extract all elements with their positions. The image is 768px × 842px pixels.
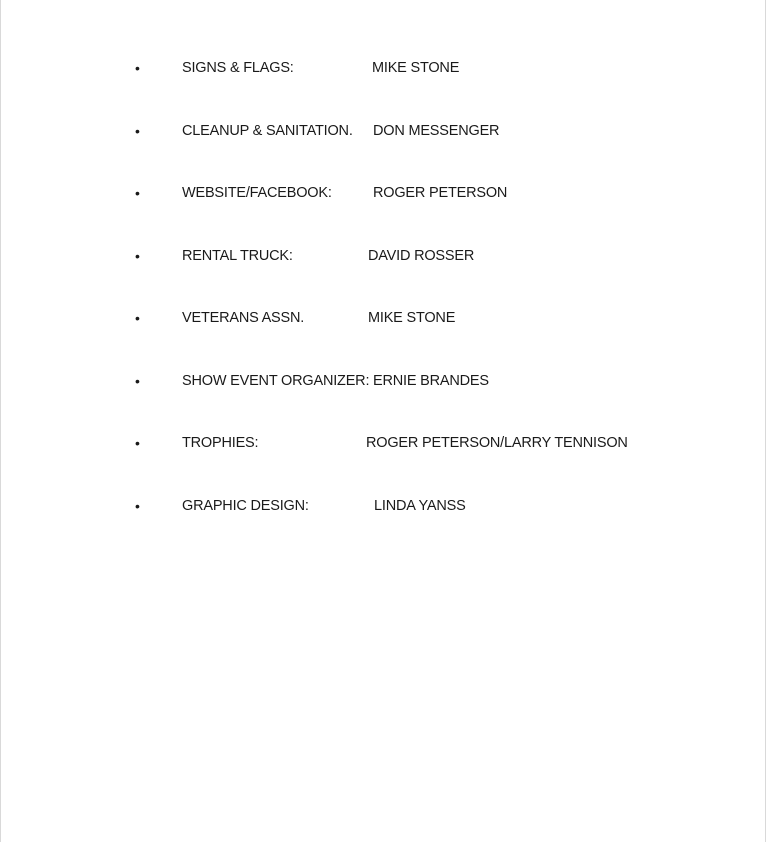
bullet-icon: • [135, 247, 140, 264]
role-label: TROPHIES: [182, 435, 259, 451]
person-name: ERNIE BRANDES [373, 372, 489, 389]
role-label: SHOW EVENT ORGANIZER: [182, 372, 370, 389]
bullet-icon: • [135, 60, 140, 76]
bullet-icon: • [135, 122, 140, 139]
person-name: MIKE STONE [372, 60, 460, 76]
bullet-icon: • [135, 372, 140, 389]
bullet-icon: • [135, 497, 140, 514]
role-label: WEBSITE/FACEBOOK: [182, 185, 332, 201]
role-label: SIGNS & FLAGS: [182, 60, 294, 76]
role-label: VETERANS ASSN. [182, 310, 305, 326]
person-name: DON MESSENGER [373, 122, 500, 139]
person-name: MIKE STONE [368, 310, 456, 326]
role-label: GRAPHIC DESIGN: [182, 497, 309, 514]
bullet-icon: • [135, 435, 140, 451]
person-name: ROGER PETERSON/LARRY TENNISON [366, 435, 628, 451]
person-name: ROGER PETERSON [373, 185, 508, 201]
role-label: RENTAL TRUCK: [182, 247, 293, 264]
role-label: CLEANUP & SANITATION. [182, 122, 353, 139]
bullet-icon: • [135, 185, 140, 201]
person-name: LINDA YANSS [374, 497, 466, 514]
bullet-icon: • [135, 310, 140, 326]
person-name: DAVID ROSSER [368, 247, 475, 264]
